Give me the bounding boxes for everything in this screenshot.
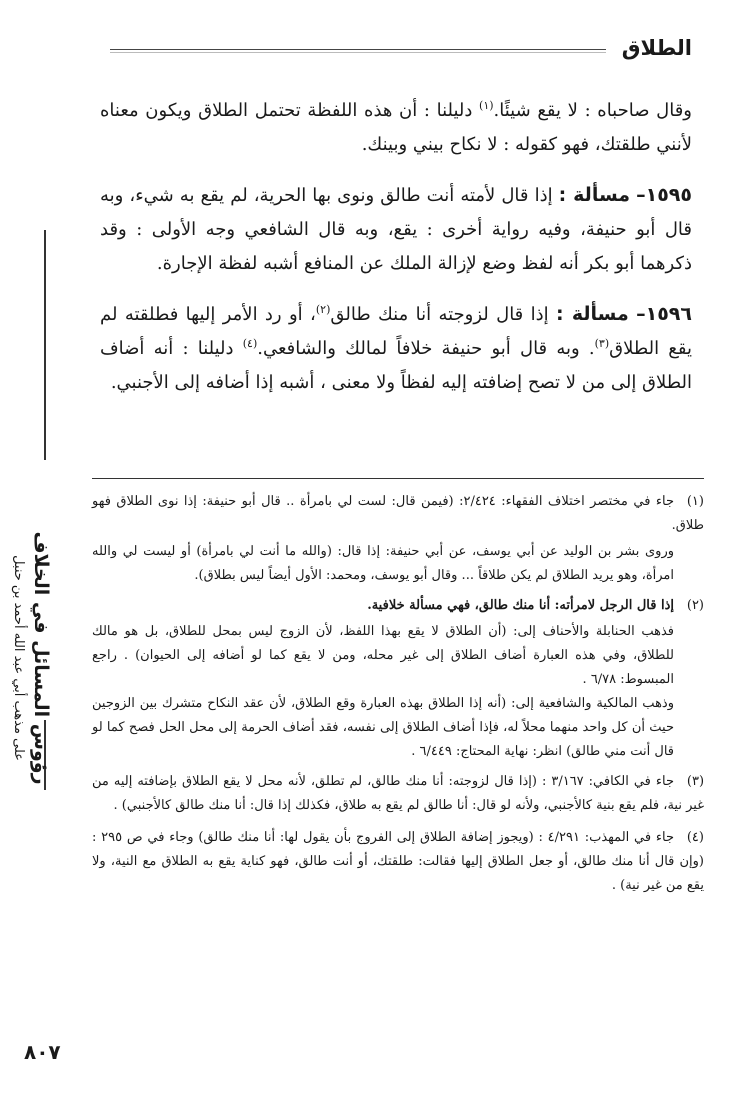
margin-rule-top <box>44 230 46 460</box>
issue-1596: ١٥٩٦– مسألة : إذا قال لزوجته أنا منك طالق$^{(٢)}$، أو رد الأمر إليها فطلقته لم يقع الطلاق$^{(٣)}$. وبه قال أبو حنيفة خلافاً لمالك والشافعي.$^{(٤)}$ دليلنا : أنه أضاف الطلاق إلى من لا تصح إضافته إليه لفظاً ولا معنى ، أشبه إذا أضافه إلى الأجنبي. <box>100 303 692 393</box>
footnote-2-hanbali-hanafi: فذهب الحنابلة والأحناف إلى: (أن الطلاق لا يقع بهذا اللفظ، لأن الزوج ليس بمحل للطلاق، بل هو مالك للطلاق، وفي هذه العبارة أضاف الطلاق إلى غير محله، ومن لا يقع كما لو أضافه إلى الحيوان) . راجع المبسوط: ٦/٧٨ . <box>92 624 674 687</box>
footnote-heading: إذا قال الرجل لامرأته: أنا منك طالق، فهي مسألة خلافية. <box>367 598 674 613</box>
main-text <box>100 94 692 400</box>
header-rule <box>110 49 606 53</box>
chapter-title: الطلاق <box>621 36 692 60</box>
footnote-ref[interactable]: (٤) <box>242 337 258 350</box>
footnote-1: (١)جاء في مختصر اختلاف الفقهاء: ٢/٤٢٤: (فيمن قال: لست لي بامرأة .. قال أبو حنيفة: إذا نوى الطلاق فهو طلاق. <box>92 490 704 538</box>
footnote-mark: (٢) <box>686 598 704 613</box>
footnote-2-maliki-shafii: وذهب المالكية والشافعية إلى: (أنه إذا الطلاق بهذه العبارة وقع الطلاق، لأن عقد النكاح متشرك بين الزوجين حيث أن كل واحد منهما محلاً له، فإذا أضاف الطلاق إلى نفسه، فقد أضاف الحرمة إلى محل الحل فصح كما لو قال أنت مني طالق) انظر: نهاية المحتاج: ٦/٤٤٩ . <box>92 696 674 759</box>
issue-number: ١٥٩٥– <box>636 184 692 206</box>
page-number: ٨٠٧ <box>24 1040 61 1064</box>
issue-number: ١٥٩٦– <box>636 303 692 325</box>
footnotes <box>92 490 704 900</box>
footnote-mark: (٤) <box>686 830 704 845</box>
book-title: رؤوس المسائل في الخلاف <box>30 531 52 785</box>
intro-paragraph: وقال صاحباه : لا يقع شيئًا.$^{(١)}$ دليلنا : أن هذه اللفظة تحتمل الطلاق ويكون معناه لأنني طلقتك، فهو كقوله : لا نكاح بيني وبينك. <box>100 99 692 155</box>
footnote-mark: (٣) <box>686 774 705 789</box>
footnote-ref[interactable]: (٢) <box>315 303 331 316</box>
running-header <box>110 34 692 64</box>
footnote-2 <box>92 594 704 618</box>
footnote-3: (٣)جاء في الكافي: ٣/١٦٧ : (إذا قال لزوجته: أنا منك طالق، لم تطلق، لأنه محل لا يقع الطلاق بإضافته إليه من غير نية، فلم يقع بنية كالأجنبي، ولأنه لو قال: أنا طالق لم يقع به طلاق، فكذلك إذا قال: أنا منك طالق كالأجنبي) . <box>92 770 704 818</box>
footnote-1-continued: وروى بشر بن الوليد عن أبي يوسف، عن أبي حنيفة: إذا قال: (والله ما أنت لي بامرأة) أو ليست لي والله امرأة، وهو يريد الطلاق لم يكن طلاقاً ... وقال أبو يوسف، ومحمد: الأول أيضاً ليس بطلاق). <box>92 544 674 583</box>
footnote-mark: (١) <box>686 494 704 509</box>
footnote-ref[interactable]: (٣) <box>594 337 610 350</box>
book-title-vertical <box>0 428 54 888</box>
footnote-divider <box>92 478 704 479</box>
issue-label: مسألة : <box>556 303 629 325</box>
issue-1595: ١٥٩٥– مسألة : إذا قال لأمته أنت طالق ونوى بها الحرية، لم يقع به شيء، وبه قال أبو حنيفة، وفيه رواية أخرى : يقع، وبه قال الشافعي وجه الأولى : وقد ذكرهما أبو بكر أنه لفظ وضع لإزالة الملك عن المنافع أشبه لفظة الإجارة. <box>100 184 692 274</box>
issue-label: مسألة : <box>558 184 631 206</box>
book-subtitle: على مذهب أبي عبد الله أحمد بن حنبل <box>11 555 26 761</box>
side-margin <box>0 230 70 790</box>
footnote-ref[interactable]: (١) <box>479 99 494 112</box>
footnote-4: (٤)جاء في المهذب: ٤/٢٩١ : (ويجوز إضافة الطلاق إلى الفروج بأن يقول لها: أنا منك طالق) وجاء في ص ٢٩٥ : (وإن قال أنا منك طالق، أو جعل الطلاق إليها فقالت: طلقتك، أو أنت طالق، فهو كناية يقع به الطلاق مع النية، ولا يقع من غير نية) . <box>92 826 704 898</box>
